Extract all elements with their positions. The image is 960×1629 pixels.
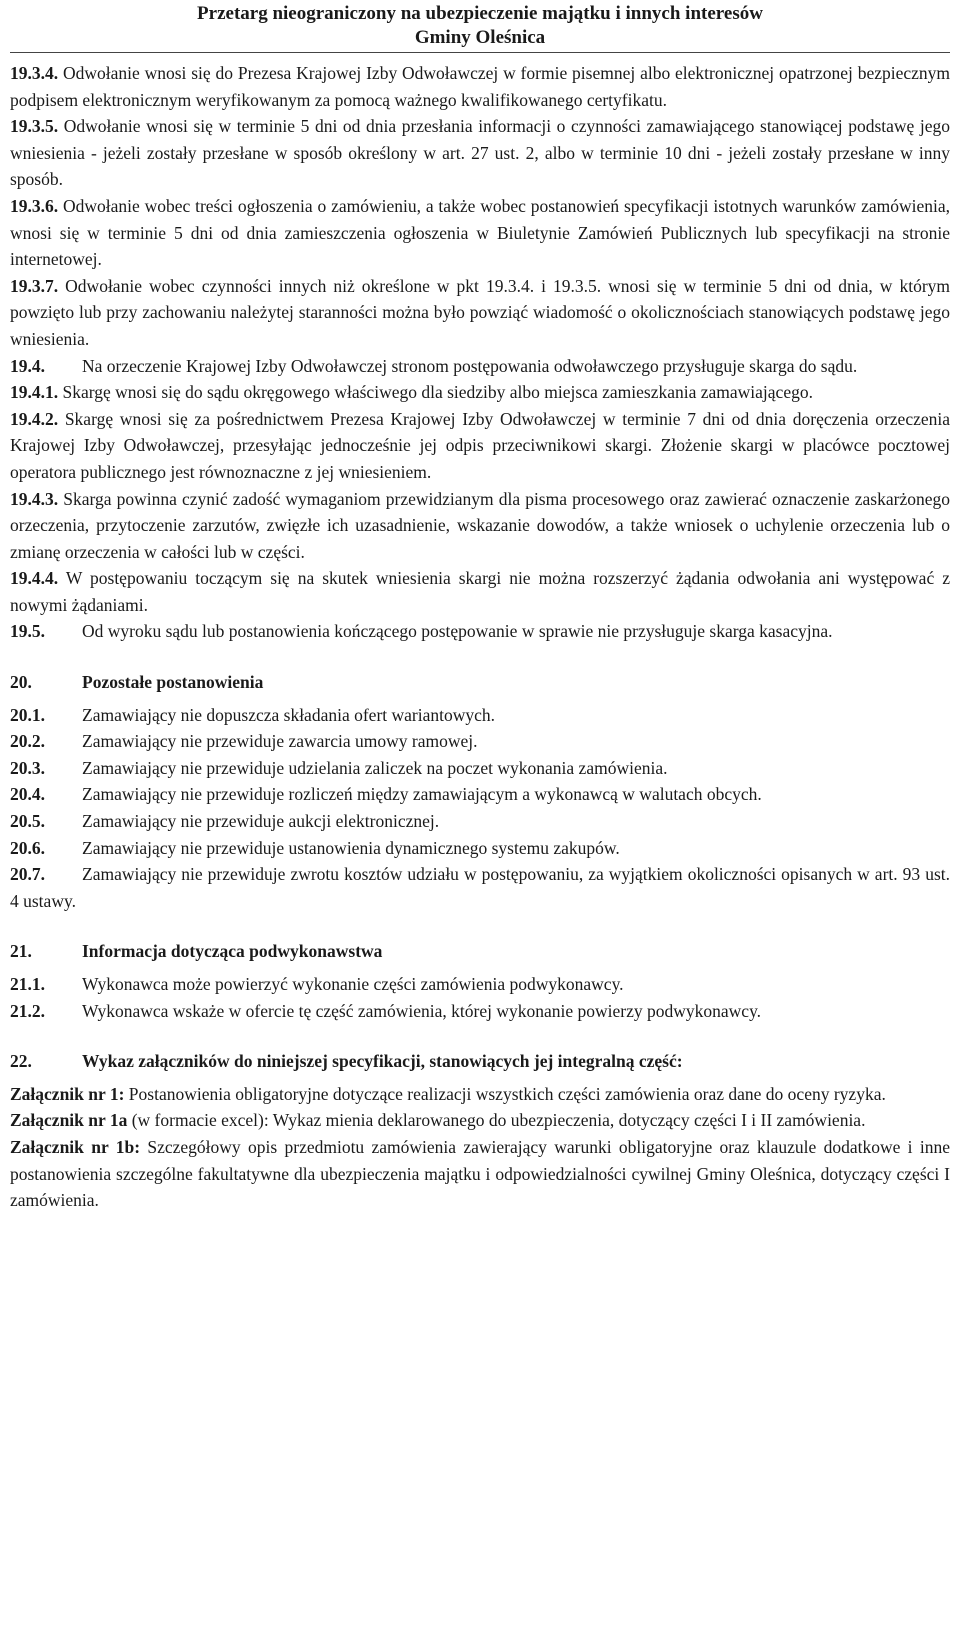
paragraph-19-3-6: 19.3.6. Odwołanie wobec treści ogłoszenia o zamówieniu, a także wobec postanowień specyfikacji istotnych warunków zamówienia, wnosi się w terminie 5 dni od dnia zamieszczenia ogłoszenia w Biuletynie Zamówień Publicznych lub specyfikacji na stronie internetowej. (10, 195, 950, 270)
attachment-1a: Załącznik nr 1a (w formacie excel): Wykaz mienia deklarowanego do ubezpieczenia, dotyczący części I i II zamówienia. (10, 1110, 866, 1131)
paragraph-20-6: 20.6. Zamawiający nie przewiduje ustanowienia dynamicznego systemu zakupów. (10, 837, 620, 858)
paragraph-19-4-2: 19.4.2. Skargę wnosi się za pośrednictwem Prezesa Krajowej Izby Odwoławczej w terminie 7 dni od dnia doręczenia orzeczenia Krajowej Izby Odwoławczej, przesyłając jednocześnie jej odpis przeciwnikowi skargi. Złożenie skargi w placówce pocztowej operatora publicznego jest równoznaczne z jej wniesieniem. (10, 408, 951, 482)
paragraph-19-4-1: 19.4.1. Skargę wnosi się do sądu okręgowego właściwego dla siedziby albo miejsca zamieszkania zamawiającego. (10, 382, 813, 403)
paragraph-20-2: 20.2. Zamawiający nie przewiduje zawarcia umowy ramowej. (10, 731, 478, 752)
paragraph-20-4: 20.4. Zamawiający nie przewiduje rozliczeń między zamawiającym a wykonawcą w walutach obcych. (10, 784, 762, 805)
header-line-2: Gminy Oleśnica (414, 27, 546, 48)
attachment-1b: Załącznik nr 1b: Szczegółowy opis przedmiotu zamówienia zawierający warunki obligatoryjne oraz klauzule dodatkowe i inne postanowienia szczególne fakultatywne dla ubezpieczenia majątku i odpowiedzialności cywilnej Gminy Oleśnica, dotyczący części I zamówienia. (10, 1136, 950, 1211)
section-heading-22: 22. Wykaz załączników do niniejszej specyfikacji, stanowiących jej integralną część: (10, 1051, 683, 1072)
document-body (10, 60, 950, 1214)
paragraph-21-1: 21.1. Wykonawca może powierzyć wykonanie części zamówienia podwykonawcy. (10, 974, 624, 994)
paragraph-20-7: 20.7. Zamawiający nie przewiduje zwrotu kosztów udziału w postępowaniu, za wyjątkiem okoliczności opisanych w art. 93 ust. 4 ustawy. (10, 864, 950, 911)
attachment-1: Załącznik nr 1: Postanowienia obligatoryjne dotyczące realizacji wszystkich części zamówienia oraz dane do oceny ryzyka. (10, 1083, 886, 1104)
paragraph-19-3-4: 19.3.4. Odwołanie wnosi się do Prezesa Krajowej Izby Odwoławczej w formie pisemnej albo elektronicznej opatrzonej bezpiecznym podpisem elektronicznym weryfikowanym za pomocą ważnego kwalifikowanego certyfikatu. (10, 63, 950, 110)
paragraph-19-4-4: 19.4.4. W postępowaniu toczącym się na skutek wniesienia skargi nie można rozszerzyć żądania odwołania ani występować z nowymi żądaniami. (10, 568, 950, 615)
paragraph-20-5: 20.5. Zamawiający nie przewiduje aukcji elektronicznej. (10, 811, 440, 832)
section-heading-21: 21. Informacja dotycząca podwykonawstwa (10, 941, 383, 962)
paragraph-19-5: 19.5. Od wyroku sądu lub postanowienia kończącego postępowanie w sprawie nie przysługuje skarga kasacyjna. (10, 621, 833, 642)
paragraph-19-3-5: 19.3.5. Odwołanie wnosi się w terminie 5 dni od dnia przesłania informacji o czynności zamawiającego stanowiącej podstawę jego wniesienia - jeżeli zostały przesłane w sposób określony w art. 27 ust. 2, albo w terminie 10 dni - jeżeli zostały przesłane w inny sposób. (10, 116, 950, 190)
paragraph-19-4: 19.4. Na orzeczenie Krajowej Izby Odwoławczej stronom postępowania odwoławczego przysługuje skarga do sądu. (10, 355, 858, 376)
paragraph-19-4-3: 19.4.3. Skarga powinna czynić zadość wymaganiom przewidzianym dla pisma procesowego oraz zawierać oznaczenie zaskarżonego orzeczenia, przytoczenie zarzutów, zwięzłe ich uzasadnienie, wskazanie dowodów, a także wniosek o uchylenie orzeczenia lub o zmianę orzeczenia w całości lub w części. (10, 488, 950, 562)
section-heading-20: 20. Pozostałe postanowienia (10, 672, 264, 693)
page-header (10, 0, 950, 50)
paragraph-20-3: 20.3. Zamawiający nie przewiduje udzielania zaliczek na poczet wykonania zamówienia. (10, 757, 668, 778)
header-divider (10, 52, 950, 53)
paragraph-20-1: 20.1. Zamawiający nie dopuszcza składania ofert wariantowych. (10, 704, 496, 725)
paragraph-21-2: 21.2. Wykonawca wskaże w ofercie tę część zamówienia, której wykonanie powierzy podwykonawcy. (10, 1000, 762, 1021)
paragraph-19-3-7: 19.3.7. Odwołanie wobec czynności innych niż określone w pkt 19.3.4. i 19.3.5. wnosi się w terminie 5 dni od dnia, w którym powzięto lub przy zachowaniu należytej staranności można było powziąć wiadomość o okolicznościach stanowiących podstawę jego wniesienia. (10, 275, 951, 349)
header-line-1: Przetarg nieograniczony na ubezpieczenie majątku i innych interesów (197, 3, 763, 24)
